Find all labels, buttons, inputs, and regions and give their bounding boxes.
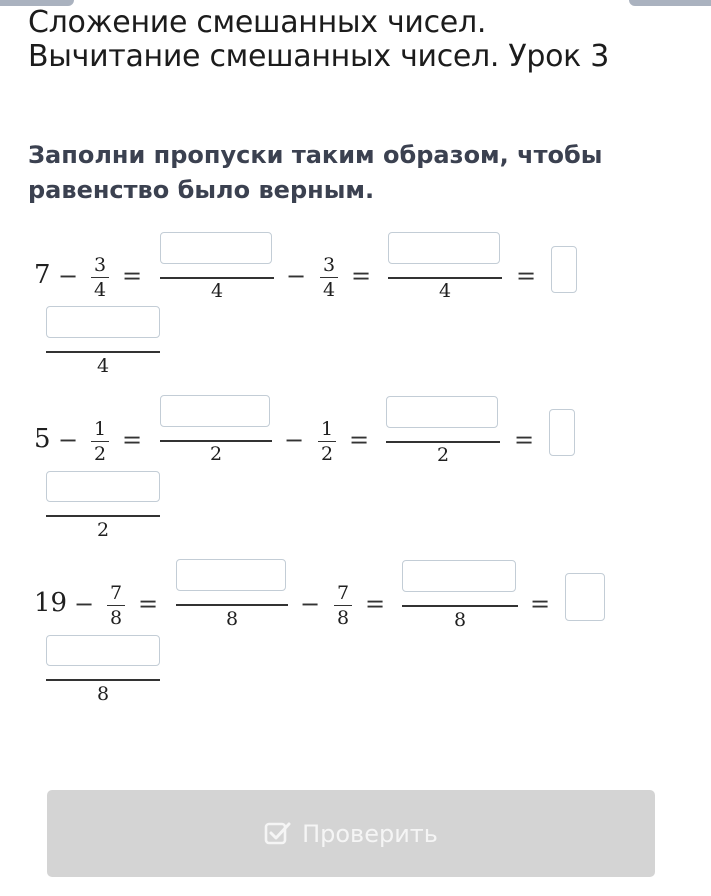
fraction [318,254,340,301]
minus-sign: − [58,262,79,290]
denominator: 8 [96,683,110,705]
numerator: 3 [322,254,336,276]
denominator: 4 [96,355,110,377]
fraction-bar [91,441,109,442]
task-instruction: Заполни пропуски таким образом, чтобы равенство было верным. [28,141,603,204]
denominator: 4 [210,280,224,302]
fraction-input [160,228,274,308]
equals-sign: = [138,590,159,618]
equals-sign: = [365,590,386,618]
equals-sign: = [530,590,551,618]
minus-sign: − [284,426,305,454]
equals-sign: = [514,426,535,454]
numerator: 7 [336,582,350,604]
fraction-bar [160,440,272,442]
numerator: 3 [93,254,107,276]
fraction-bar [318,441,336,442]
fraction-input [46,633,160,713]
fraction-bar [91,277,109,278]
denominator: 2 [436,444,450,466]
fraction [105,582,127,629]
whole-input[interactable] [551,246,577,293]
numerator: 1 [93,418,107,440]
numerator-input[interactable] [176,559,286,591]
equals-sign: = [349,426,370,454]
fraction-bar [320,277,338,278]
denominator: 2 [209,443,223,465]
fraction-input [402,556,518,636]
equation-2 [0,392,711,562]
fraction [316,418,338,465]
lesson-title [28,6,688,74]
numerator-input[interactable] [386,396,498,428]
equation-3 [0,556,711,726]
lesson-title-line1: Сложение смешанных чисел. [28,5,487,40]
check-button-label: Проверить [302,819,438,848]
denominator: 8 [225,608,239,630]
whole-number: 7 [34,260,51,290]
checkbox-check-icon [264,821,292,847]
fraction-bar [107,605,125,606]
whole-number: 5 [34,424,51,454]
fraction [89,254,111,301]
fraction [89,418,111,465]
equation-1 [0,228,711,398]
fraction-input [46,304,160,384]
fraction-input [46,469,160,549]
minus-sign: − [300,590,321,618]
numerator-input[interactable] [46,306,160,338]
fraction-bar [334,605,352,606]
denominator: 8 [109,607,123,629]
lesson-title-line2: Вычитание смешанных чисел. Урок 3 [28,39,610,74]
numerator-input[interactable] [46,635,160,666]
whole-input[interactable] [565,573,605,621]
check-button[interactable] [47,790,655,877]
numerator: 1 [320,418,334,440]
fraction-bar [160,277,274,279]
numerator-input[interactable] [160,232,272,264]
fraction-input [160,392,272,472]
fraction-bar [402,605,518,607]
fraction-input [388,228,502,308]
equals-sign: = [122,426,143,454]
numerator-input[interactable] [388,232,500,264]
numerator: 7 [109,582,123,604]
numerator-input[interactable] [46,471,160,502]
fraction-input [176,556,288,636]
equals-sign: = [351,262,372,290]
fraction-bar [46,679,160,681]
fraction-bar [46,351,160,353]
fraction-bar [176,604,288,606]
minus-sign: − [286,262,307,290]
fraction-input [386,392,500,472]
fraction-bar [46,515,160,517]
fraction-bar [386,441,500,443]
denominator: 2 [320,443,334,465]
whole-input[interactable] [549,409,575,456]
fraction [332,582,354,629]
equals-sign: = [516,262,537,290]
denominator: 4 [322,279,336,301]
fraction-bar [388,277,502,279]
denominator: 2 [93,443,107,465]
minus-sign: − [74,590,95,618]
whole-number: 19 [34,588,68,618]
numerator-input[interactable] [160,395,270,427]
denominator: 2 [96,519,110,541]
denominator: 4 [93,279,107,301]
minus-sign: − [58,426,79,454]
denominator: 8 [336,607,350,629]
denominator: 4 [438,280,452,302]
numerator-input[interactable] [402,560,516,592]
denominator: 8 [453,609,467,631]
equals-sign: = [122,262,143,290]
